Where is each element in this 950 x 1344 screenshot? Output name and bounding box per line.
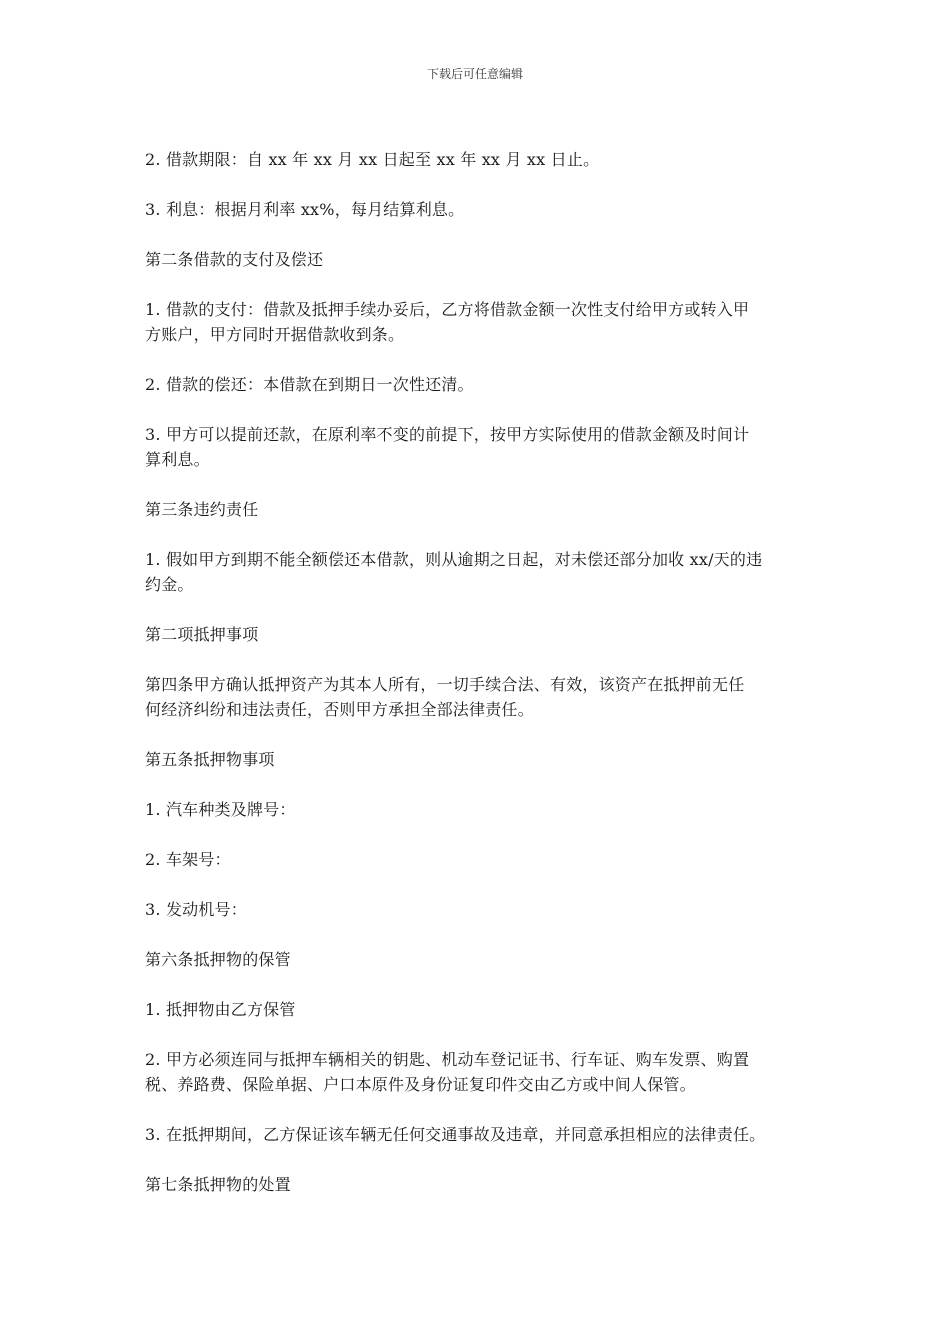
paragraph: 2. 借款的偿还：本借款在到期日一次性还清。 xyxy=(145,375,474,394)
paragraph: 3. 甲方可以提前还款，在原利率不变的前提下，按甲方实际使用的借款金额及时间计 算利息。 xyxy=(145,425,750,469)
section-heading: 第二条借款的支付及偿还 xyxy=(145,250,324,269)
section-heading: 第三条违约责任 xyxy=(145,500,259,519)
paragraph: 1. 抵押物由乙方保管 xyxy=(145,1000,296,1019)
paragraph: 1. 汽车种类及牌号： xyxy=(145,800,296,819)
section-heading: 第二项抵押事项 xyxy=(145,625,259,644)
page-header: 下载后可任意编辑 xyxy=(426,67,523,81)
paragraph: 1. 借款的支付：借款及抵押手续办妥后，乙方将借款金额一次性支付给甲方或转入甲 方账户，甲方同时开据借款收到条。 xyxy=(145,300,750,344)
paragraph: 1. 假如甲方到期不能全额偿还本借款，则从逾期之日起，对未偿还部分加收 xx/天的违 约金。 xyxy=(145,550,763,594)
paragraph: 3. 在抵押期间，乙方保证该车辆无任何交通事故及违章，并同意承担相应的法律责任。 xyxy=(145,1125,766,1144)
paragraph: 3. 发动机号： xyxy=(145,900,247,919)
document-body xyxy=(145,147,810,1222)
paragraph: 2. 借款期限：自 xx 年 xx 月 xx 日起至 xx 年 xx 月 xx 日止。 xyxy=(145,150,600,169)
paragraph: 2. 甲方必须连同与抵押车辆相关的钥匙、机动车登记证书、行车证、购车发票、购置 税、养路费、保险单据、户口本原件及身份证复印件交由乙方或中间人保管。 xyxy=(145,1050,750,1094)
section-heading: 第六条抵押物的保管 xyxy=(145,950,291,969)
section-heading: 第五条抵押物事项 xyxy=(145,750,275,769)
paragraph: 2. 车架号： xyxy=(145,850,231,869)
paragraph: 第四条甲方确认抵押资产为其本人所有，一切手续合法、有效，该资产在抵押前无任 何经济纠纷和违法责任，否则甲方承担全部法律责任。 xyxy=(145,675,745,719)
section-heading: 第七条抵押物的处置 xyxy=(145,1175,291,1194)
paragraph: 3. 利息：根据月利率 xx%，每月结算利息。 xyxy=(145,200,465,219)
